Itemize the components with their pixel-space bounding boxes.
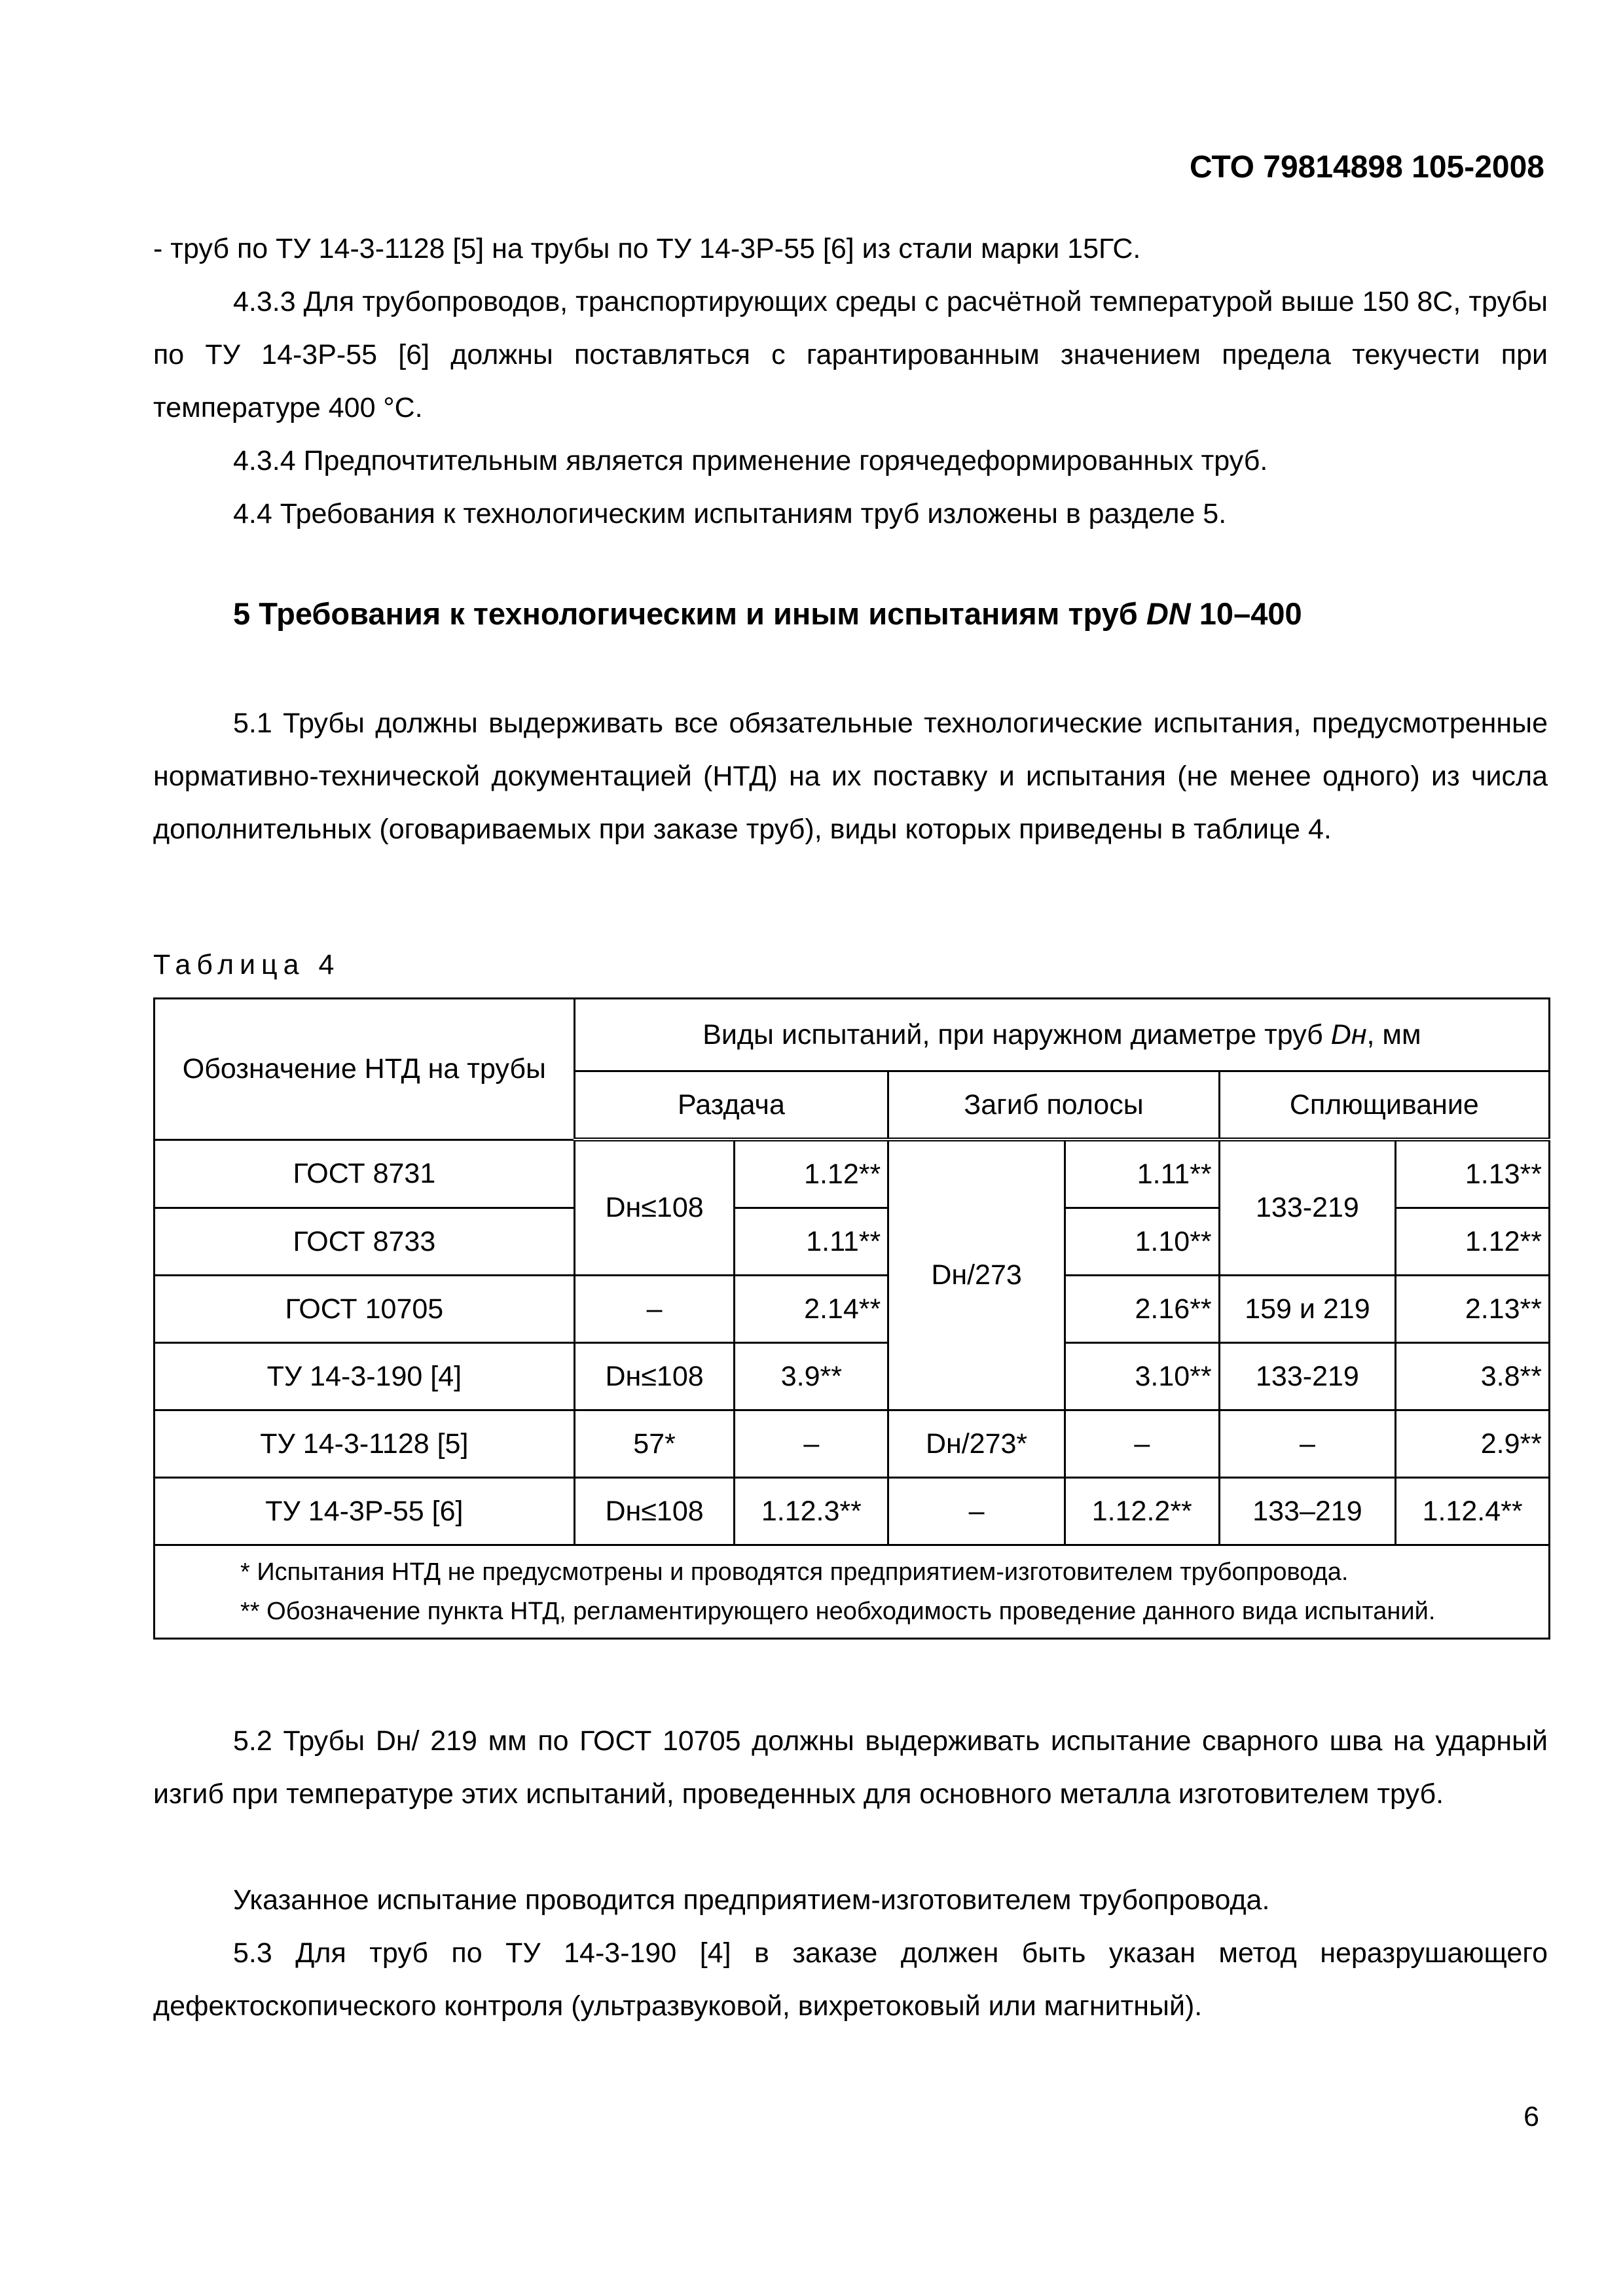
section-dn-symbol: DN [1146,596,1191,631]
cell-razdacha-ref: 2.14** [735,1276,888,1343]
cell-zagib-condition: Dн/273* [888,1410,1065,1478]
table-notes-row [155,1545,1550,1639]
subheader-razdacha: Раздача [574,1071,888,1140]
cell-splusch-condition: – [1219,1410,1395,1478]
section-5-heading [233,596,1302,632]
page-number: 6 [1523,2101,1539,2132]
cell-ntd: ГОСТ 8731 [155,1139,575,1208]
cell-splusch-ref: 1.13** [1396,1139,1550,1208]
cell-razdacha-condition: Dн≤108 [574,1343,735,1410]
table-row [155,1410,1550,1478]
cell-ntd: ГОСТ 8733 [155,1208,575,1276]
cell-zagib-condition: – [888,1478,1065,1545]
table-header-row [155,999,1550,1071]
cell-splusch-ref: 1.12** [1396,1208,1550,1276]
section-title-text: 5 Требования к технологическим и иным испытаниям труб [233,596,1146,631]
table-4 [153,997,1550,1640]
cell-razdacha-ref: 1.12.3** [735,1478,888,1545]
paragraph-4-3-3: 4.3.3 Для трубопроводов, транспортирующих среды с расчётной температурой выше 150 8С, трубы по ТУ 14-3Р-55 [6] должны поставляться с гарантированным значением предела текучести при температуре 400 °С. [153,286,1548,423]
cell-zagib-condition: Dн/273 [888,1139,1065,1410]
header-tests [574,999,1549,1071]
header-tests-text: Виды испытаний, при наружном диаметре труб [702,1018,1331,1050]
cell-zagib-ref: 3.10** [1065,1343,1219,1410]
paragraph-5-3: 5.3 Для труб по ТУ 14-3-190 [4] в заказе должен быть указан метод неразрушающего дефектоскопического контроля (ультразвуковой, вихретоковый или магнитный). [153,1937,1548,2022]
cell-ntd: ТУ 14-3-190 [4] [155,1343,575,1410]
paragraph-4-3-4: 4.3.4 Предпочтительным является применение горячедеформированных труб. [233,445,1268,476]
cell-razdacha-condition: – [574,1276,735,1343]
cell-razdacha-condition: 57* [574,1410,735,1478]
table-row [155,1139,1550,1208]
cell-zagib-ref: 1.10** [1065,1208,1219,1276]
cell-razdacha-condition: Dн≤108 [574,1478,735,1545]
cell-ntd: ТУ 14-3-1128 [5] [155,1410,575,1478]
cell-splusch-ref: 3.8** [1396,1343,1550,1410]
cell-razdacha-ref: 1.12** [735,1139,888,1208]
paragraph-5-1: 5.1 Трубы должны выдерживать все обязательные технологические испытания, предусмотренные нормативно-технической документацией (НТД) на их поставку и испытания (не менее одного) из числа дополнительных (оговариваемых при заказе труб), виды которых приведены в таблице 4. [153,708,1548,845]
paragraph-test-note: Указанное испытание проводится предприятием-изготовителем трубопровода. [233,1884,1270,1916]
header-tests-dn: Dн [1330,1018,1367,1050]
table-caption: Таблица 4 [153,949,340,980]
cell-razdacha-condition: Dн≤108 [574,1139,735,1276]
cell-razdacha-ref: 1.11** [735,1208,888,1276]
header-tests-unit: , мм [1366,1018,1421,1050]
table-note-2: ** Обозначение пункта НТД, регламентирующего необходимость проведение данного вида испытаний. [240,1598,1436,1625]
table-row [155,1478,1550,1545]
table-row [155,1276,1550,1343]
table-note-1: * Испытания НТД не предусмотрены и проводятся предприятием-изготовителем трубопровода. [240,1558,1349,1586]
paragraph-5-2: 5.2 Трубы Dн/ 219 мм по ГОСТ 10705 должны выдерживать испытание сварного шва на ударный изгиб при температуре этих испытаний, проведенных для основного металла изготовителем труб. [153,1725,1548,1810]
cell-splusch-ref: 1.12.4** [1396,1478,1550,1545]
table-row [155,1343,1550,1410]
cell-zagib-ref: 1.11** [1065,1139,1219,1208]
header-ntd: Обозначение НТД на трубы [155,999,575,1140]
cell-splusch-condition: 133-219 [1219,1139,1395,1276]
paragraph-pipes-15gs: - труб по ТУ 14-3-1128 [5] на трубы по ТУ 14-3Р-55 [6] из стали марки 15ГС. [153,233,1141,264]
cell-splusch-condition: 133-219 [1219,1343,1395,1410]
subheader-splusch: Сплющивание [1219,1071,1549,1140]
section-dn-range: 10–400 [1190,596,1302,631]
cell-razdacha-ref: 3.9** [735,1343,888,1410]
cell-zagib-ref: 1.12.2** [1065,1478,1219,1545]
cell-ntd: ГОСТ 10705 [155,1276,575,1343]
cell-splusch-condition: 133–219 [1219,1478,1395,1545]
subheader-zagib: Загиб полосы [888,1071,1219,1140]
cell-splusch-condition: 159 и 219 [1219,1276,1395,1343]
cell-razdacha-ref: – [735,1410,888,1478]
cell-splusch-ref: 2.9** [1396,1410,1550,1478]
cell-splusch-ref: 2.13** [1396,1276,1550,1343]
document-code-header: СТО 79814898 105-2008 [1189,150,1544,185]
paragraph-4-4: 4.4 Требования к технологическим испытаниям труб изложены в разделе 5. [233,498,1227,529]
cell-ntd: ТУ 14-3Р-55 [6] [155,1478,575,1545]
cell-zagib-ref: – [1065,1410,1219,1478]
cell-zagib-ref: 2.16** [1065,1276,1219,1343]
table-notes [155,1545,1550,1639]
